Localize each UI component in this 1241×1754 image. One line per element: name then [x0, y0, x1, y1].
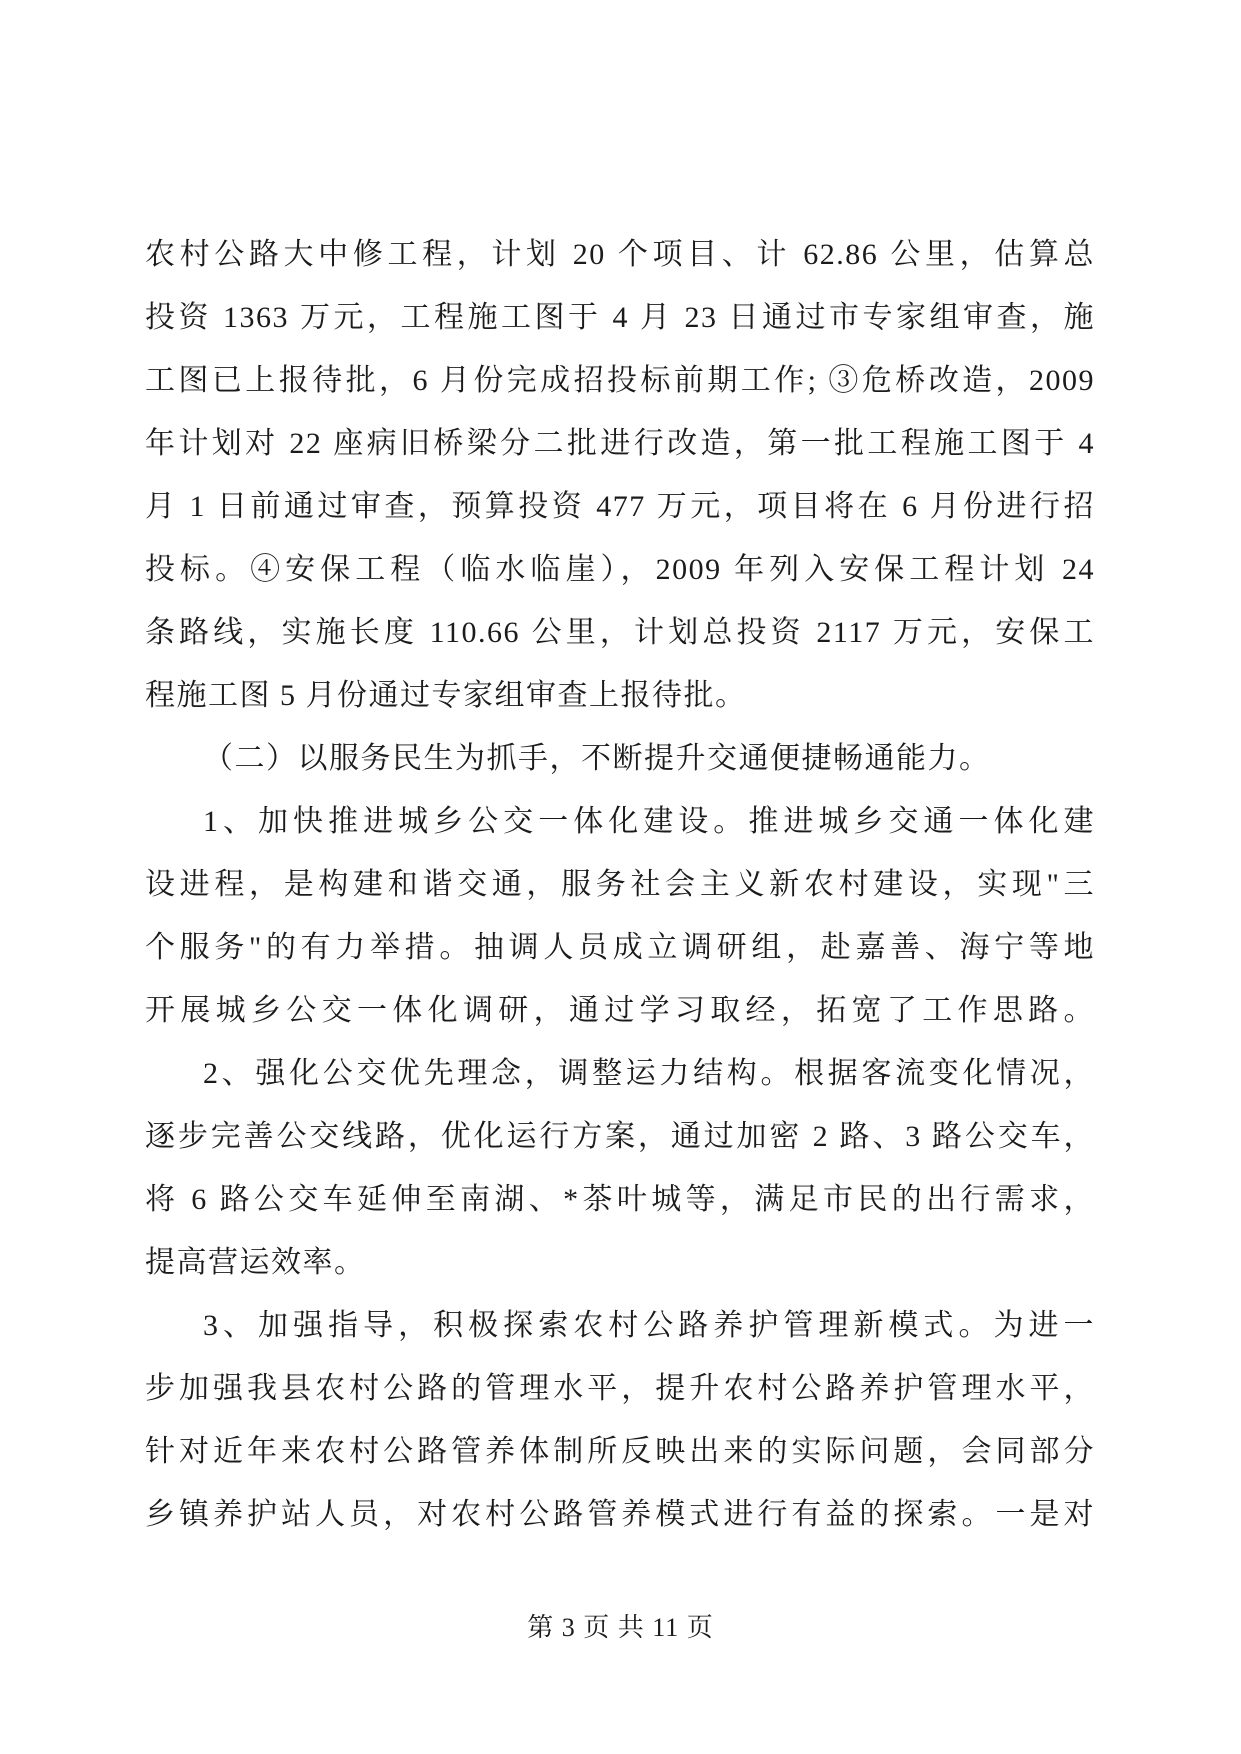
body-line: 条路线，实施长度 110.66 公里，计划总投资 2117 万元，安保工	[145, 616, 1095, 649]
body-line: 投标。④安保工程（临水临崖），2009 年列入安保工程计划 24	[145, 553, 1095, 586]
page-number: 第 3 页 共 11 页	[527, 1613, 714, 1642]
body-line: 乡镇养护站人员，对农村公路管养模式进行有益的探索。一是对	[145, 1498, 1095, 1531]
body-line: 提高营运效率。	[145, 1246, 366, 1279]
document-body	[145, 223, 1095, 1546]
body-line: 3、加强指导，积极探索农村公路养护管理新模式。为进一	[203, 1309, 1095, 1342]
body-line: 针对近年来农村公路管养体制所反映出来的实际问题，会同部分	[145, 1435, 1095, 1468]
body-line: 开展城乡公交一体化调研，通过学习取经，拓宽了工作思路。	[145, 994, 1095, 1027]
body-line: 个服务"的有力举措。抽调人员成立调研组，赴嘉善、海宁等地	[145, 931, 1095, 964]
body-line: 工图已上报待批，6 月份完成招投标前期工作; ③危桥改造，2009	[145, 364, 1095, 397]
body-line: 步加强我县农村公路的管理水平，提升农村公路养护管理水平，	[145, 1372, 1095, 1405]
section-heading-line: （二）以服务民生为抓手，不断提升交通便捷畅通能力。	[203, 742, 991, 775]
body-line: 设进程，是构建和谐交通，服务社会主义新农村建设，实现"三	[145, 868, 1095, 901]
body-line: 2、强化公交优先理念，调整运力结构。根据客流变化情况，	[203, 1057, 1095, 1090]
body-line: 将 6 路公交车延伸至南湖、*茶叶城等，满足市民的出行需求，	[145, 1183, 1095, 1216]
body-line: 程施工图 5 月份通过专家组审查上报待批。	[145, 679, 747, 712]
body-line: 投资 1363 万元，工程施工图于 4 月 23 日通过市专家组审查，施	[145, 301, 1095, 334]
body-line: 月 1 日前通过审查，预算投资 477 万元，项目将在 6 月份进行招	[145, 490, 1095, 523]
body-line: 逐步完善公交线路，优化运行方案，通过加密 2 路、3 路公交车，	[145, 1120, 1095, 1153]
body-line: 年计划对 22 座病旧桥梁分二批进行改造，第一批工程施工图于 4	[145, 427, 1095, 460]
body-line: 农村公路大中修工程，计划 20 个项目、计 62.86 公里，估算总	[145, 238, 1095, 271]
body-line: 1、加快推进城乡公交一体化建设。推进城乡交通一体化建	[203, 805, 1095, 838]
